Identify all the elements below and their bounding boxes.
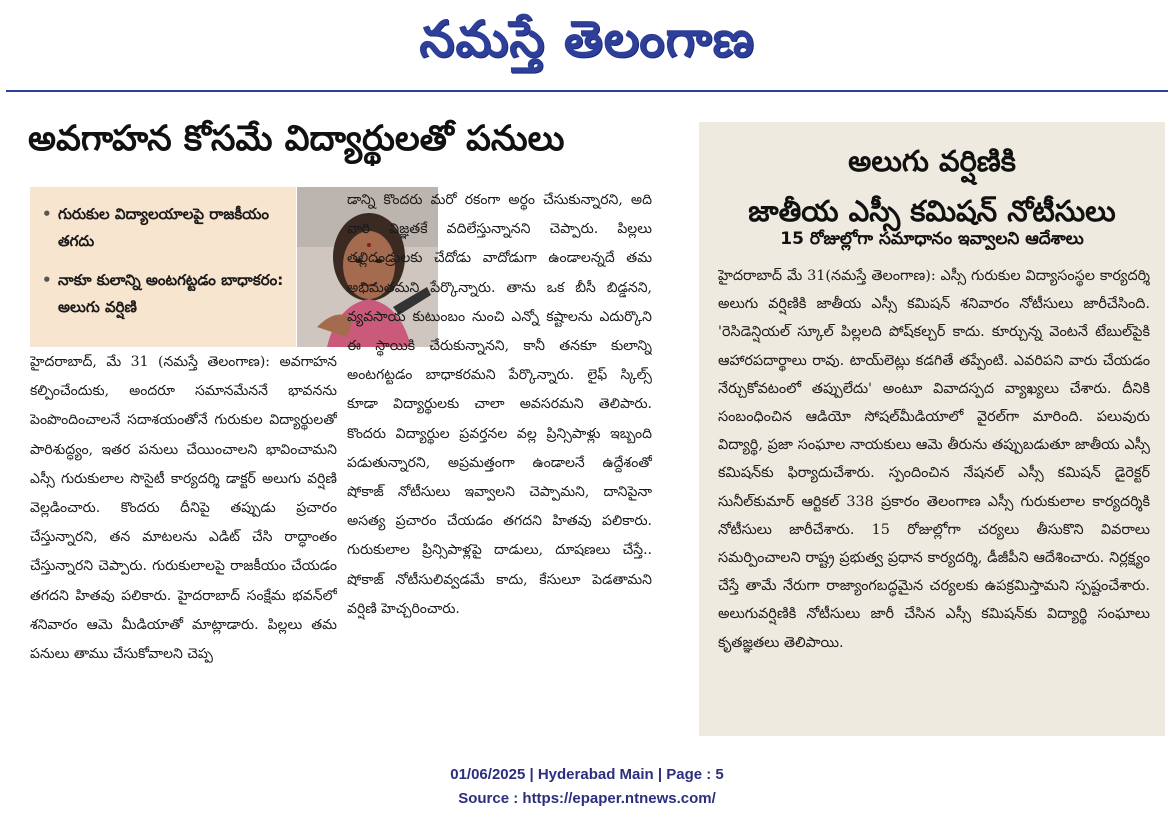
left-article-headline: అవగాహన కోసమే విద్యార్థులతో పనులు bbox=[28, 119, 565, 159]
highlights-box bbox=[30, 187, 296, 347]
page-footer bbox=[0, 763, 1174, 811]
masthead-divider bbox=[6, 90, 1168, 92]
sidebar-article-subtitle: 15 రోజుల్లోగా సమాధానం ఇవ్వాలని ఆదేశాలు bbox=[780, 229, 1084, 249]
sidebar-title-line1: అలుగు వర్షిణికి bbox=[848, 144, 1016, 178]
left-article-body-column-1: హైదరాబాద్, మే 31 (నమస్తే తెలంగాణ): అవగాహన కల్పించేందుకు, అందరూ సమానమేననే భావనను పెంపొందించాలనే సదాశయంతోనే గురుకుల విద్యార్థులతో పారిశుద్ధ్యం, ఇతర పనులు చేయించాలని భావించామని ఎస్సీ గురుకులాల సొసైటీ కార్యదర్శి డాక్టర్ అలుగు వర్షిణి వెల్లడించారు. కొందరు దీనిపై తప్పుడు ప్రచారం చేస్తున్నారని, తన మాటలను ఎడిట్ చేసి రాద్ధాంతం చేస్తున్నారని చెప్పారు. గురుకులాలపై రాజకీయం చేయడం తగదని హితవు పలికారు. హైదరాబాద్ సంక్షేమ భవన్‌లో శనివారం ఆమె మీడియాతో మాట్లాడారు. పిల్లలు తమ పనులు తాము చేసుకోవాలని చెప్ప bbox=[30, 354, 337, 663]
masthead-logo: నమస్తే తెలంగాణ bbox=[419, 10, 755, 68]
highlight-text: గురుకుల విద్యాలయాలపై రాజకీయం తగదు bbox=[58, 205, 270, 250]
left-article-body-column-2: డాన్ని కొందరు మరో రకంగా అర్థం చేసుకున్నారని, అది వారి విజ్ఞతకే వదిలేస్తున్నానని చెప్పారు. పిల్లలు తల్లిదండ్రులకు చేదోడు వాదోడుగా ఉండాలన్నదే తమ అభిమతమని పేర్కొన్నారు. తాను ఒక బీసీ బిడ్డనని, వ్యవసాయ కుటుంబం నుంచి ఎన్నో కష్టాలను ఎదుర్కొని ఈ స్థాయికి చేరుకున్నానని, కానీ తనకూ కులాన్ని అంటగట్టడం బాధాకరమని పేర్కొన్నారు. లైఫ్ స్కిల్స్ కూడా విద్యార్థులకు చాలా అవసరమని తెలిపారు. కొందరు విద్యార్థుల ప్రవర్తనల వల్ల ప్రిన్సిపాళ్లు ఇబ్బంది పడుతున్నారని, అప్రమత్తంగా ఉండాలనే ఉద్దేశంతో షోకాజ్ నోటీసులు ఇవ్వాలని చెప్పామని, దానిపైనా అసత్య ప్రచారం చేయడం తగదని హితవు పలికారు. గురుకులాల ప్రిన్సిపాళ్లపై దాడులు, దూషణలు చేస్తే.. షోకాజ్ నోటీసులివ్వడమే కాదు, కేసులూ పెడతామని వర్షిణి హెచ్చరించారు. bbox=[347, 192, 652, 617]
footer-edition-info: 01/06/2025 | Hyderabad Main | Page : 5 bbox=[450, 766, 724, 783]
highlight-text: నాకూ కులాన్ని అంటగట్టడం బాధాకరం: అలుగు వర్షిణి bbox=[58, 271, 284, 316]
highlight-item bbox=[42, 201, 288, 255]
sidebar-article-title bbox=[699, 140, 1165, 232]
bullet-icon: • bbox=[42, 271, 52, 289]
sidebar-subtitle-wrap bbox=[699, 226, 1165, 252]
footer-source-link: Source : https://epaper.ntnews.com/ bbox=[458, 790, 716, 807]
bullet-icon: • bbox=[42, 205, 52, 223]
sidebar-article-body: హైదరాబాద్ మే 31(నమస్తే తెలంగాణ): ఎస్సీ గురుకుల విద్యాసంస్థల కార్యదర్శి అలుగు వర్షిణికి జాతీయ ఎస్సీ కమిషన్ శనివారం నోటీసులు జారీచేసింది. 'రెసిడెన్షియల్ స్కూల్ పిల్లలది పోష్‌కల్చర్ కాదు. కూర్చున్న వెంటనే టేబుల్‌పైకి ఆహారపదార్థాలు రావు. టాయ్‌లెట్లు కడగితే తప్పేంటి. ఎవరిపని వారు చేయడం నేర్చుకోవటంలో తప్పులేదు' అంటూ వివాదస్పద వ్యాఖ్యలు చేశారు. దీనికి సంబంధించిన ఆడియో సోషల్‌మీడియాలో వైరల్‌గా మారింది. పలువురు విద్యార్థి, ప్రజా సంఘాల నాయకులు ఆమె తీరును తప్పుబడుతూ జాతీయ ఎస్సీ కమిషన్‌కు ఫిర్యాదుచేశారు. స్పందించిన నేషనల్ ఎస్సీ కమిషన్ డైరెక్టర్ సునీల్‌కుమార్ ఆర్టికల్ 338 ప్రకారం తెలంగాణ ఎస్సీ గురుకులాల కార్యదర్శికి నోటీసులు జారీచేశారు. 15 రోజుల్లోగా చర్యలు తీసుకొని వివరాలు సమర్పించాలని రాష్ట్ర ప్రభుత్వ ప్రధాన కార్యదర్శి, డీజీపీని ఆదేశించారు. నిర్లక్ష్యం చేస్తే తామే నేరుగా రాజ్యాంగబద్ధమైన చర్యలకు ఉపక్రమిస్తామని స్పష్టంచేశారు. అలుగువర్షిణికి నోటీసులు జారీ చేసిన ఎస్సీ కమిషన్‌కు విద్యార్థి సంఘాలు కృతజ్ఞతలు తెలిపాయి. bbox=[718, 268, 1150, 651]
highlight-item bbox=[42, 267, 288, 321]
sidebar-title-line2: జాతీయ ఎస్సీ కమిషన్ నోటీసులు bbox=[748, 194, 1116, 228]
